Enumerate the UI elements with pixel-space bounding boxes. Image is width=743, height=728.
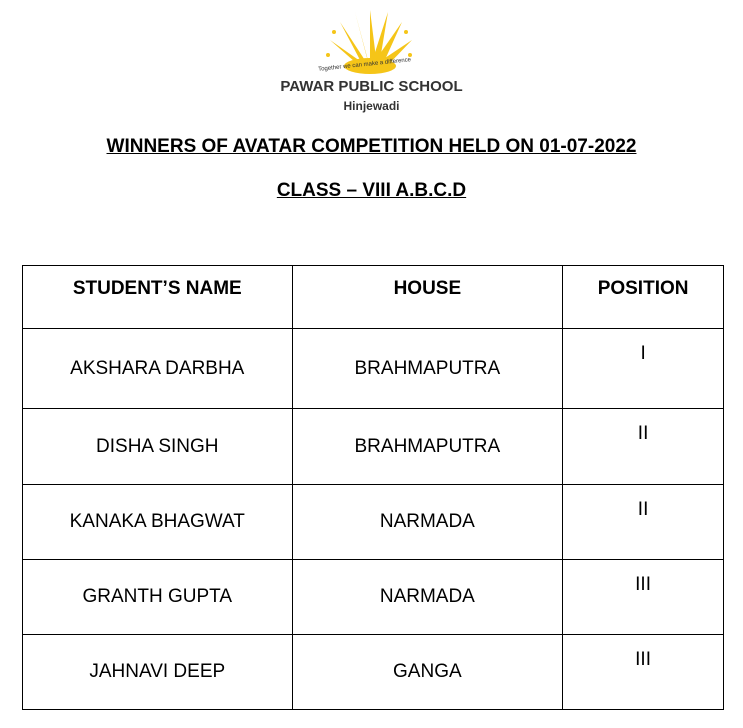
column-header-position: POSITION (563, 266, 724, 329)
position: III (563, 560, 724, 635)
logo-tagline: Together we can make a difference (317, 57, 412, 73)
table-row (23, 635, 724, 710)
house: BRAHMAPUTRA (292, 329, 563, 409)
house: BRAHMAPUTRA (292, 409, 563, 485)
table-row (23, 485, 724, 560)
school-name: PAWAR PUBLIC SCHOOL (280, 78, 463, 95)
school-location: Hinjewadi (343, 99, 400, 113)
position: II (563, 485, 724, 560)
column-header-house: HOUSE (292, 266, 563, 329)
house: NARMADA (292, 560, 563, 635)
house: NARMADA (292, 485, 563, 560)
position: I (563, 329, 724, 409)
table-row (23, 409, 724, 485)
position: II (563, 409, 724, 485)
student-name: AKSHARA DARBHA (23, 329, 293, 409)
position: III (563, 635, 724, 710)
winners-table (22, 265, 724, 710)
student-name: JAHNAVI DEEP (23, 635, 293, 710)
table-row (23, 329, 724, 409)
document-title: WINNERS OF AVATAR COMPETITION HELD ON 01-07-2022 (106, 136, 637, 157)
house: GANGA (292, 635, 563, 710)
class-heading: CLASS – VIII A.B.C.D (276, 180, 467, 201)
table-header-row (23, 266, 724, 329)
column-header-name: STUDENT’S NAME (23, 266, 293, 329)
student-name: KANAKA BHAGWAT (23, 485, 293, 560)
student-name: GRANTH GUPTA (23, 560, 293, 635)
table-row (23, 560, 724, 635)
student-name: DISHA SINGH (23, 409, 293, 485)
